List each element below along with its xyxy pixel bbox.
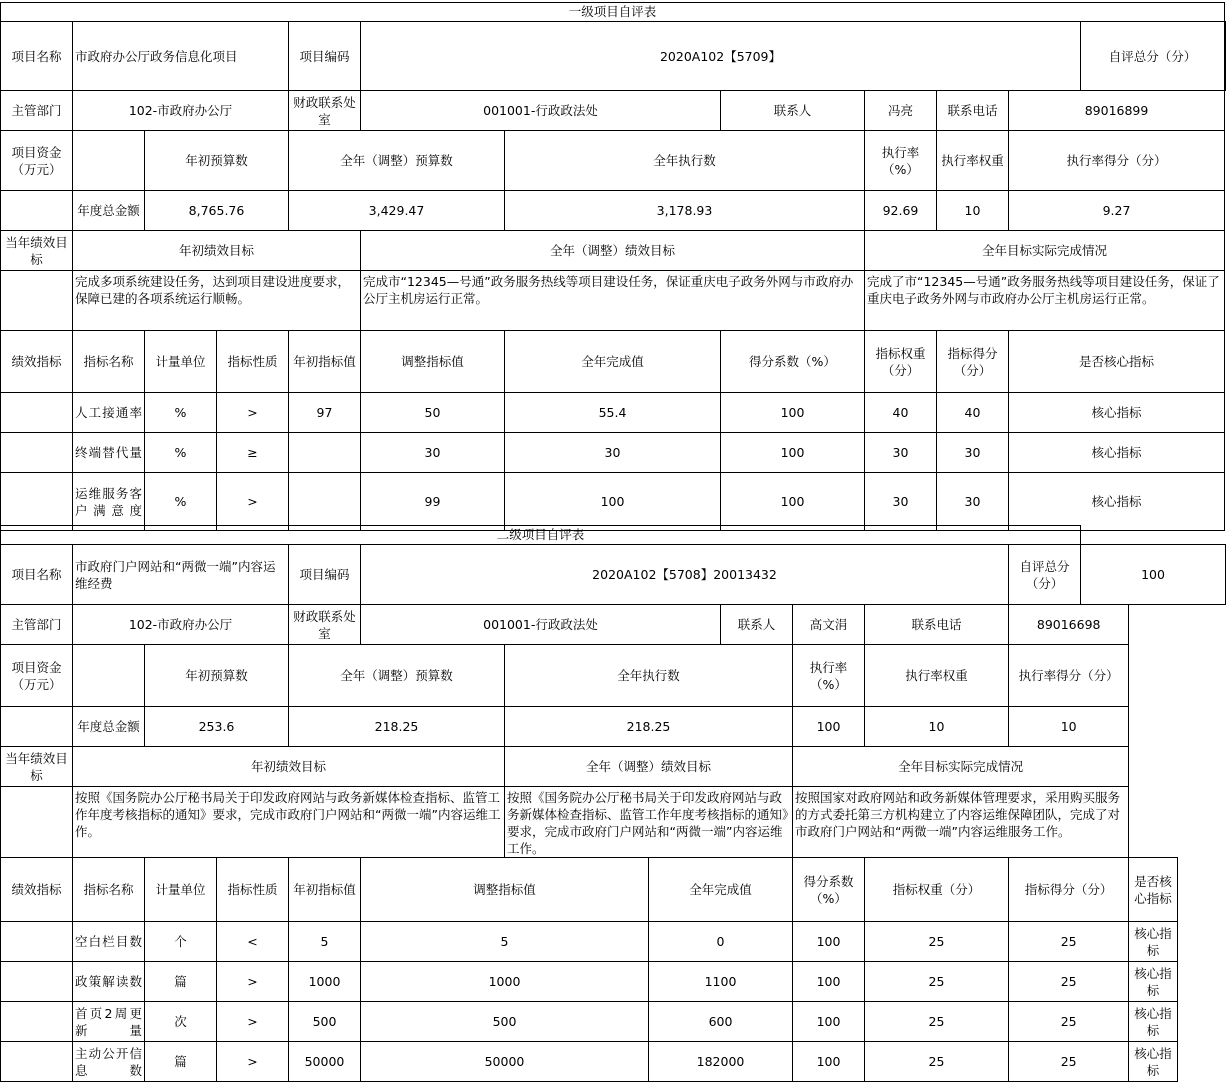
table-row <box>1 1002 1226 1042</box>
value-rate-weight: 10 <box>865 707 1009 747</box>
ind-nature: > <box>217 1042 289 1082</box>
header-exec-rate: 执行率（%） <box>793 645 865 707</box>
ind-coef: 100 <box>793 1042 865 1082</box>
ind-init: 1000 <box>289 962 361 1002</box>
ind-name: 政策解读数 <box>73 962 145 1002</box>
ind-init: 97 <box>289 393 361 433</box>
ind-header: 指标得分（分） <box>1009 858 1129 922</box>
label-finance-office: 财政联系处室 <box>289 605 361 645</box>
table-row <box>1 962 1226 1002</box>
table-row <box>1 473 1226 531</box>
ind-unit: 个 <box>145 922 217 962</box>
level1-evaluation-table <box>0 2 1226 531</box>
finance-office: 001001-行政政法处 <box>361 605 721 645</box>
contact: 冯亮 <box>865 91 937 131</box>
ind-unit: % <box>145 433 217 473</box>
ind-done: 1100 <box>649 962 793 1002</box>
ind-weight: 30 <box>865 433 937 473</box>
ind-nature: > <box>217 962 289 1002</box>
phone: 89016899 <box>1009 91 1225 131</box>
funds-blank <box>73 645 145 707</box>
dept: 102-市政府办公厅 <box>73 91 289 131</box>
value-exec-rate: 92.69 <box>865 191 937 231</box>
label-self-score: 自评总分（分） <box>1081 22 1225 91</box>
ind-header: 得分系数（%） <box>721 331 865 393</box>
ind-header: 全年完成值 <box>505 331 721 393</box>
ind-core: 核心指标 <box>1129 1002 1177 1042</box>
ind-nature: > <box>217 1002 289 1042</box>
header-goal-init: 年初绩效目标 <box>73 747 505 787</box>
label-project-name: 项目名称 <box>1 545 73 605</box>
ind-core: 核心指标 <box>1009 393 1225 433</box>
ind-done: 30 <box>505 433 721 473</box>
value-rate-score: 9.27 <box>1009 191 1225 231</box>
table-title: 一级项目自评表 <box>1 3 1225 22</box>
header-rate-score: 执行率得分（分） <box>1009 131 1225 191</box>
value-adj-budget: 3,429.47 <box>289 191 505 231</box>
ind-init <box>289 473 361 531</box>
header-rate-weight: 执行率权重 <box>937 131 1009 191</box>
ind-coef: 100 <box>793 1002 865 1042</box>
goal-init-text: 按照《国务院办公厅秘书局关于印发政府网站与政务新媒体检查指标、监管工作年度考核指标的通知》要求，完成市政府门户网站和“两微一端”内容运维工作。 <box>73 787 505 858</box>
ind-weight: 25 <box>865 1042 1009 1082</box>
table-title: 二级项目自评表 <box>1 526 1081 545</box>
ind-score: 25 <box>1009 1002 1129 1042</box>
label-indicators: 绩效指标 <box>1 331 73 393</box>
ind-header: 是否核心指标 <box>1129 858 1177 922</box>
contact: 高文涓 <box>793 605 865 645</box>
value-init-budget: 8,765.76 <box>145 191 289 231</box>
ind-done: 100 <box>505 473 721 531</box>
ind-core: 核心指标 <box>1129 1042 1177 1082</box>
header-goal-adj: 全年（调整）绩效目标 <box>505 747 793 787</box>
label-dept: 主管部门 <box>1 605 73 645</box>
ind-weight: 25 <box>865 962 1009 1002</box>
label-funds: 项目资金（万元） <box>1 131 73 191</box>
ind-name: 终端替代量 <box>73 433 145 473</box>
ind-unit: % <box>145 473 217 531</box>
label-contact: 联系人 <box>721 605 793 645</box>
ind-unit: 篇 <box>145 1042 217 1082</box>
header-init-budget: 年初预算数 <box>145 645 289 707</box>
table-row <box>1 1042 1226 1082</box>
label-project-code: 项目编码 <box>289 22 361 91</box>
ind-core: 核心指标 <box>1129 922 1177 962</box>
label-goal: 当年绩效目标 <box>1 747 73 787</box>
ind-init: 50000 <box>289 1042 361 1082</box>
ind-adj: 99 <box>361 473 505 531</box>
ind-name: 主动公开信息数 <box>73 1042 145 1082</box>
ind-core: 核心指标 <box>1009 473 1225 531</box>
header-adj-budget: 全年（调整）预算数 <box>289 645 505 707</box>
finance-office: 001001-行政政法处 <box>361 91 721 131</box>
ind-header: 全年完成值 <box>649 858 793 922</box>
label-total: 年度总金额 <box>73 191 145 231</box>
ind-header: 调整指标值 <box>361 331 505 393</box>
ind-unit: 次 <box>145 1002 217 1042</box>
ind-done: 600 <box>649 1002 793 1042</box>
ind-header: 计量单位 <box>145 331 217 393</box>
ind-nature: > <box>217 393 289 433</box>
ind-header: 年初指标值 <box>289 331 361 393</box>
label-total: 年度总金额 <box>73 707 145 747</box>
table-row <box>1 433 1226 473</box>
ind-adj: 500 <box>361 1002 649 1042</box>
ind-unit: 篇 <box>145 962 217 1002</box>
ind-weight: 30 <box>865 473 937 531</box>
ind-header: 调整指标值 <box>361 858 649 922</box>
level2-evaluation-table <box>0 525 1226 1082</box>
ind-adj: 1000 <box>361 962 649 1002</box>
ind-coef: 100 <box>721 473 865 531</box>
value-exec: 218.25 <box>505 707 793 747</box>
value-init-budget: 253.6 <box>145 707 289 747</box>
funds-blank-2 <box>1 191 73 231</box>
ind-done: 182000 <box>649 1042 793 1082</box>
label-project-name: 项目名称 <box>1 22 73 91</box>
ind-done: 0 <box>649 922 793 962</box>
header-goal-done: 全年目标实际完成情况 <box>865 231 1225 271</box>
goal-adj-text: 完成市“12345—号通”政务服务热线等项目建设任务，保证重庆电子政务外网与市政府办公厅主机房运行正常。 <box>361 271 865 331</box>
ind-nature: < <box>217 922 289 962</box>
ind-core: 核心指标 <box>1129 962 1177 1002</box>
ind-adj: 50 <box>361 393 505 433</box>
label-phone: 联系电话 <box>937 91 1009 131</box>
header-adj-budget: 全年（调整）预算数 <box>289 131 505 191</box>
header-goal-done: 全年目标实际完成情况 <box>793 747 1129 787</box>
ind-name: 首页2周更新量 <box>73 1002 145 1042</box>
label-funds: 项目资金（万元） <box>1 645 73 707</box>
label-self-score: 自评总分（分） <box>1009 545 1081 605</box>
ind-header: 年初指标值 <box>289 858 361 922</box>
ind-coef: 100 <box>721 433 865 473</box>
goal-done-text: 按照国家对政府网站和政务新媒体管理要求，采用购买服务的方式委托第三方机构建立了内容运维保障团队，完成了对市政府门户网站和“两微一端”内容运维服务工作。 <box>793 787 1129 858</box>
ind-name: 运维服务客户满意度 <box>73 473 145 531</box>
header-goal-init: 年初绩效目标 <box>73 231 361 271</box>
label-phone: 联系电话 <box>865 605 1009 645</box>
ind-core: 核心指标 <box>1009 433 1225 473</box>
ind-weight: 40 <box>865 393 937 433</box>
project-code: 2020A102【5709】 <box>361 22 1081 91</box>
self-score: 100 <box>1081 545 1226 605</box>
value-adj-budget: 218.25 <box>289 707 505 747</box>
ind-nature: ≥ <box>217 433 289 473</box>
header-exec-rate: 执行率（%） <box>865 131 937 191</box>
phone: 89016698 <box>1009 605 1129 645</box>
ind-init: 500 <box>289 1002 361 1042</box>
project-name: 市政府办公厅政务信息化项目 <box>73 22 289 91</box>
ind-init: 5 <box>289 922 361 962</box>
header-rate-weight: 执行率权重 <box>865 645 1009 707</box>
goal-done-text: 完成了市“12345—号通”政务服务热线等项目建设任务，保证了重庆电子政务外网与市政府办公厅主机房运行正常。 <box>865 271 1225 331</box>
header-init-budget: 年初预算数 <box>145 131 289 191</box>
ind-name: 空白栏目数 <box>73 922 145 962</box>
ind-nature: > <box>217 473 289 531</box>
value-exec: 3,178.93 <box>505 191 865 231</box>
ind-coef: 100 <box>793 962 865 1002</box>
header-exec: 全年执行数 <box>505 645 793 707</box>
ind-adj: 50000 <box>361 1042 649 1082</box>
ind-unit: % <box>145 393 217 433</box>
ind-score: 30 <box>937 433 1009 473</box>
funds-blank-2 <box>1 707 73 747</box>
label-contact: 联系人 <box>721 91 865 131</box>
ind-header: 得分系数（%） <box>793 858 865 922</box>
dept: 102-市政府办公厅 <box>73 605 289 645</box>
ind-weight: 25 <box>865 922 1009 962</box>
ind-done: 55.4 <box>505 393 721 433</box>
ind-score: 25 <box>1009 922 1129 962</box>
value-rate-weight: 10 <box>937 191 1009 231</box>
label-project-code: 项目编码 <box>289 545 361 605</box>
label-finance-office: 财政联系处室 <box>289 91 361 131</box>
ind-score: 25 <box>1009 962 1129 1002</box>
ind-init <box>289 433 361 473</box>
value-rate-score: 10 <box>1009 707 1129 747</box>
label-dept: 主管部门 <box>1 91 73 131</box>
ind-score: 25 <box>1009 1042 1129 1082</box>
goal-blank <box>1 271 73 331</box>
ind-adj: 5 <box>361 922 649 962</box>
header-rate-score: 执行率得分（分） <box>1009 645 1129 707</box>
funds-blank <box>73 131 145 191</box>
ind-score: 30 <box>937 473 1009 531</box>
table-row <box>1 922 1226 962</box>
ind-weight: 25 <box>865 1002 1009 1042</box>
label-indicators: 绩效指标 <box>1 858 73 922</box>
label-goal: 当年绩效目标 <box>1 231 73 271</box>
table-row <box>1 393 1226 433</box>
project-code: 2020A102【5708】20013432 <box>361 545 1009 605</box>
self-score <box>1225 22 1226 91</box>
ind-score: 40 <box>937 393 1009 433</box>
header-exec: 全年执行数 <box>505 131 865 191</box>
ind-header: 指标权重（分） <box>865 331 937 393</box>
ind-header: 指标名称 <box>73 858 145 922</box>
value-exec-rate: 100 <box>793 707 865 747</box>
ind-header: 指标得分（分） <box>937 331 1009 393</box>
ind-name: 人工接通率 <box>73 393 145 433</box>
goal-blank <box>1 787 73 858</box>
header-goal-adj: 全年（调整）绩效目标 <box>361 231 865 271</box>
ind-adj: 30 <box>361 433 505 473</box>
ind-coef: 100 <box>721 393 865 433</box>
ind-header: 是否核心指标 <box>1009 331 1225 393</box>
project-name: 市政府门户网站和“两微一端”内容运维经费 <box>73 545 289 605</box>
goal-adj-text: 按照《国务院办公厅秘书局关于印发政府网站与政务新媒体检查指标、监管工作年度考核指标的通知》要求，完成市政府门户网站和“两微一端”内容运维工作。 <box>505 787 793 858</box>
ind-header: 指标名称 <box>73 331 145 393</box>
ind-header: 计量单位 <box>145 858 217 922</box>
goal-init-text: 完成多项系统建设任务，达到项目建设进度要求，保障已建的各项系统运行顺畅。 <box>73 271 361 331</box>
ind-header: 指标权重（分） <box>865 858 1009 922</box>
ind-header: 指标性质 <box>217 858 289 922</box>
ind-coef: 100 <box>793 922 865 962</box>
ind-header: 指标性质 <box>217 331 289 393</box>
